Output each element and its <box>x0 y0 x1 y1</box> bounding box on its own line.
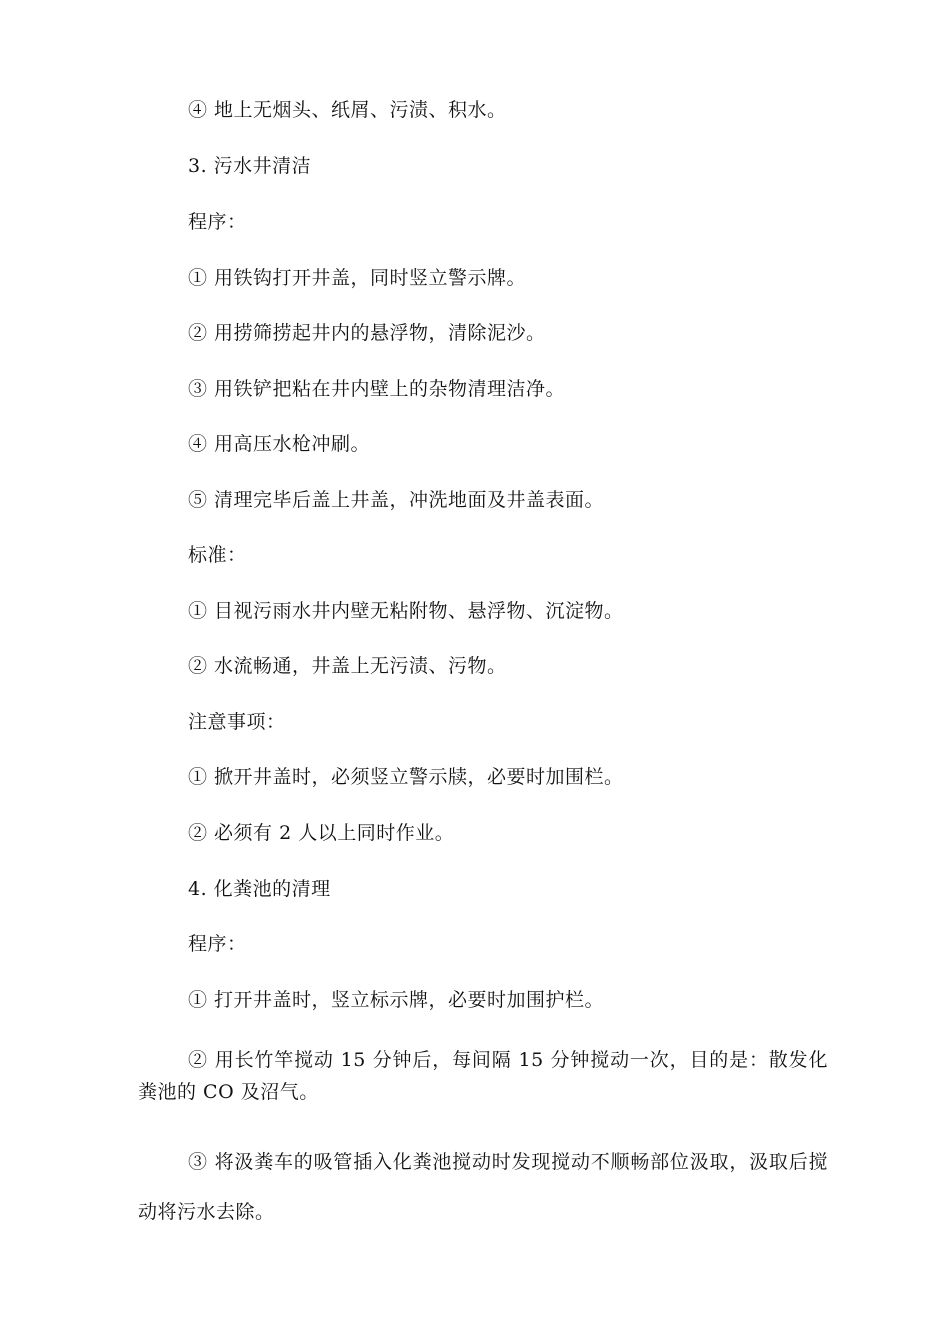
procedure-step-2: ② 用捞筛捞起井内的悬浮物，清除泥沙。 <box>188 322 546 344</box>
standard-item-4: ④ 地上无烟头、纸屑、污渍、积水。 <box>188 99 507 121</box>
procedure-label: 程序： <box>188 211 247 233</box>
procedure-step-3: ③ 用铁铲把粘在井内壁上的杂物清理洁净。 <box>188 378 566 400</box>
procedure-label-2: 程序： <box>188 933 247 955</box>
septic-step-3: ③ 将汲粪车的吸管插入化粪池搅动时发现搅动不顺畅部位汲取，汲取后搅动将污水去除。 <box>138 1151 828 1223</box>
procedure-step-1: ① 用铁钩打开井盖，同时竖立警示牌。 <box>188 267 527 289</box>
notes-item-1: ① 掀开井盖时，必须竖立警示牍，必要时加围栏。 <box>188 766 624 788</box>
septic-step-1: ① 打开井盖时，竖立标示牌，必要时加围护栏。 <box>188 989 605 1011</box>
procedure-step-5: ⑤ 清理完毕后盖上井盖，冲洗地面及井盖表面。 <box>188 489 605 511</box>
procedure-step-4: ④ 用高压水枪冲刷。 <box>188 433 371 455</box>
standard-item-1: ① 目视污雨水井内壁无粘附物、悬浮物、沉淀物。 <box>188 600 624 622</box>
section-heading-4: 4. 化粪池的清理 <box>188 878 331 900</box>
section-heading-3: 3. 污水井清洁 <box>188 155 312 177</box>
notes-label: 注意事项： <box>188 711 286 733</box>
standard-item-2: ② 水流畅通，井盖上无污渍、污物。 <box>188 655 507 677</box>
standard-label: 标准： <box>188 544 247 566</box>
notes-item-2: ② 必须有 2 人以上同时作业。 <box>188 822 455 844</box>
septic-step-2: ② 用长竹竿搅动 15 分钟后，每间隔 15 分钟搅动一次，目的是：散发化粪池的 CO 及沼气。 <box>138 1049 828 1103</box>
